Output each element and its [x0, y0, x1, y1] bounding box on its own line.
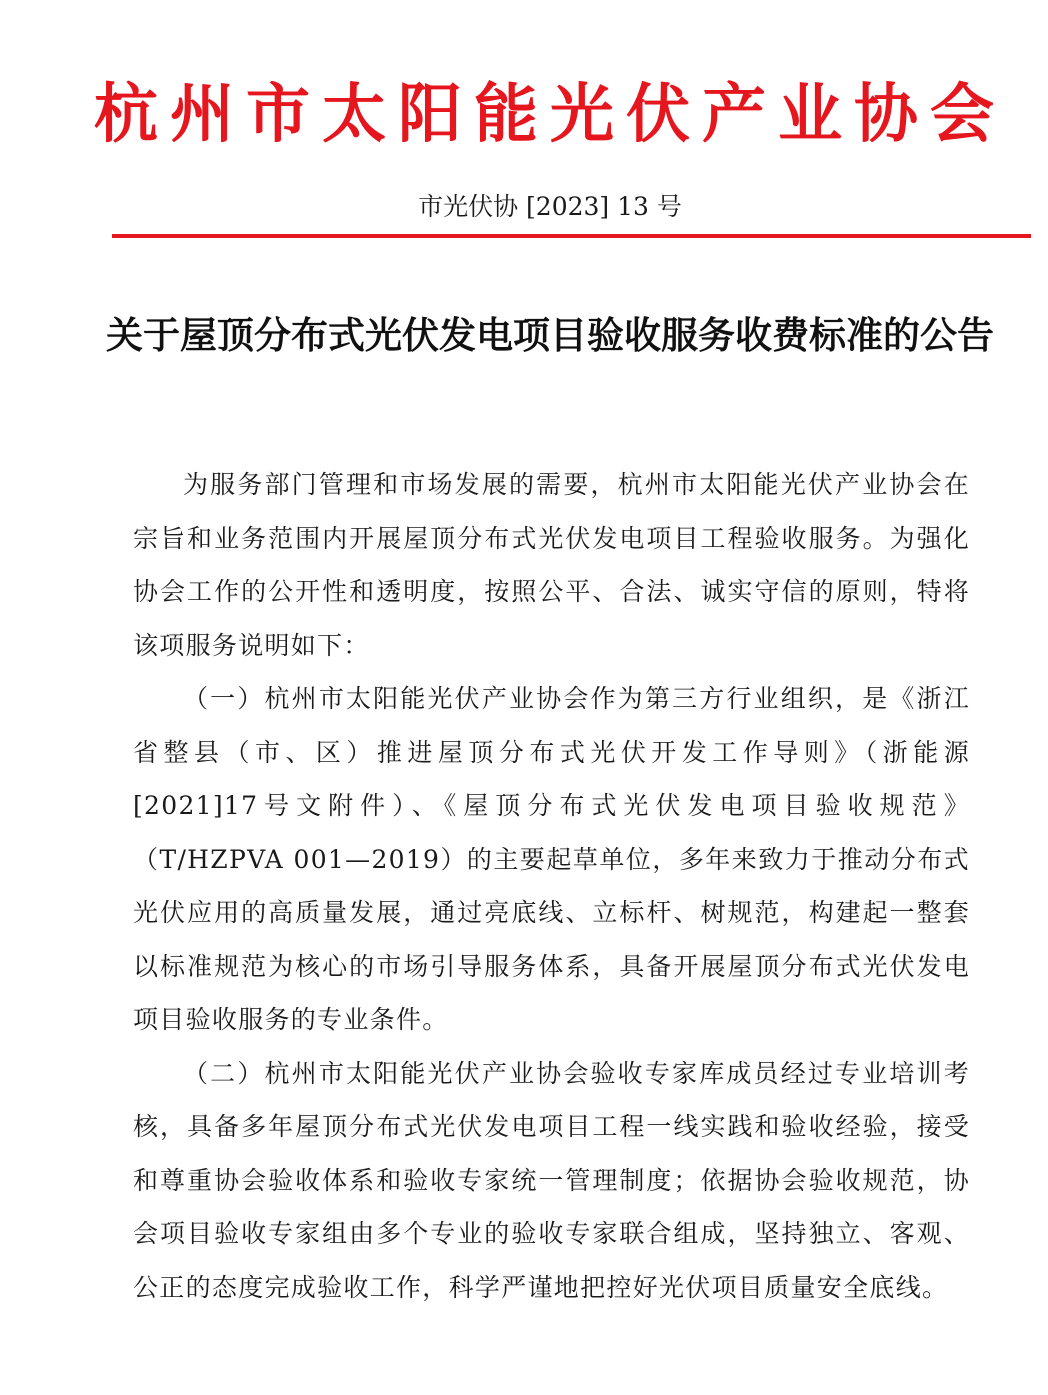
- paragraph-section-2: （二）杭州市太阳能光伏产业协会验收专家库成员经过专业培训考核，具备多年屋顶分布式光伏发电项目工程一线实践和验收经验，接受和尊重协会验收体系和验收专家统一管理制度；依据协会验收规范，协会项目验收专家组由多个专业的验收专家联合组成，坚持独立、客观、公正的态度完成验收工作，科学严谨地把控好光伏项目质量安全底线。: [133, 1058, 970, 1302]
- paragraph-section-1: （一）杭州市太阳能光伏产业协会作为第三方行业组织，是《浙江省整县（市、区）推进屋顶分布式光伏开发工作导则》（浙能源[2021]17号文附件）、《屋顶分布式光伏发电项目验收规范》（T/HZPVA 001—2019）的主要起草单位，多年来致力于推动分布式光伏应用的高质量发展，通过亮底线、立标杆、树规范，构建起一整套以标准规范为核心的市场引导服务体系，具备开展屋顶分布式光伏发电项目验收服务的专业条件。: [133, 684, 970, 1034]
- notice-title: 关于屋顶分布式光伏发电项目验收服务收费标准的公告: [106, 314, 994, 357]
- notice-body: [133, 458, 970, 1314]
- paragraph-intro: 为服务部门管理和市场发展的需要，杭州市太阳能光伏产业协会在宗旨和业务范围内开展屋顶分布式光伏发电项目工程验收服务。为强化协会工作的公开性和透明度，按照公平、合法、诚实守信的原则，特将该项服务说明如下：: [133, 470, 970, 660]
- header-divider: [112, 234, 1031, 238]
- organization-name: 杭州市太阳能光伏产业协会: [94, 78, 1006, 152]
- document-number: 市光伏协 [2023] 13 号: [418, 192, 682, 221]
